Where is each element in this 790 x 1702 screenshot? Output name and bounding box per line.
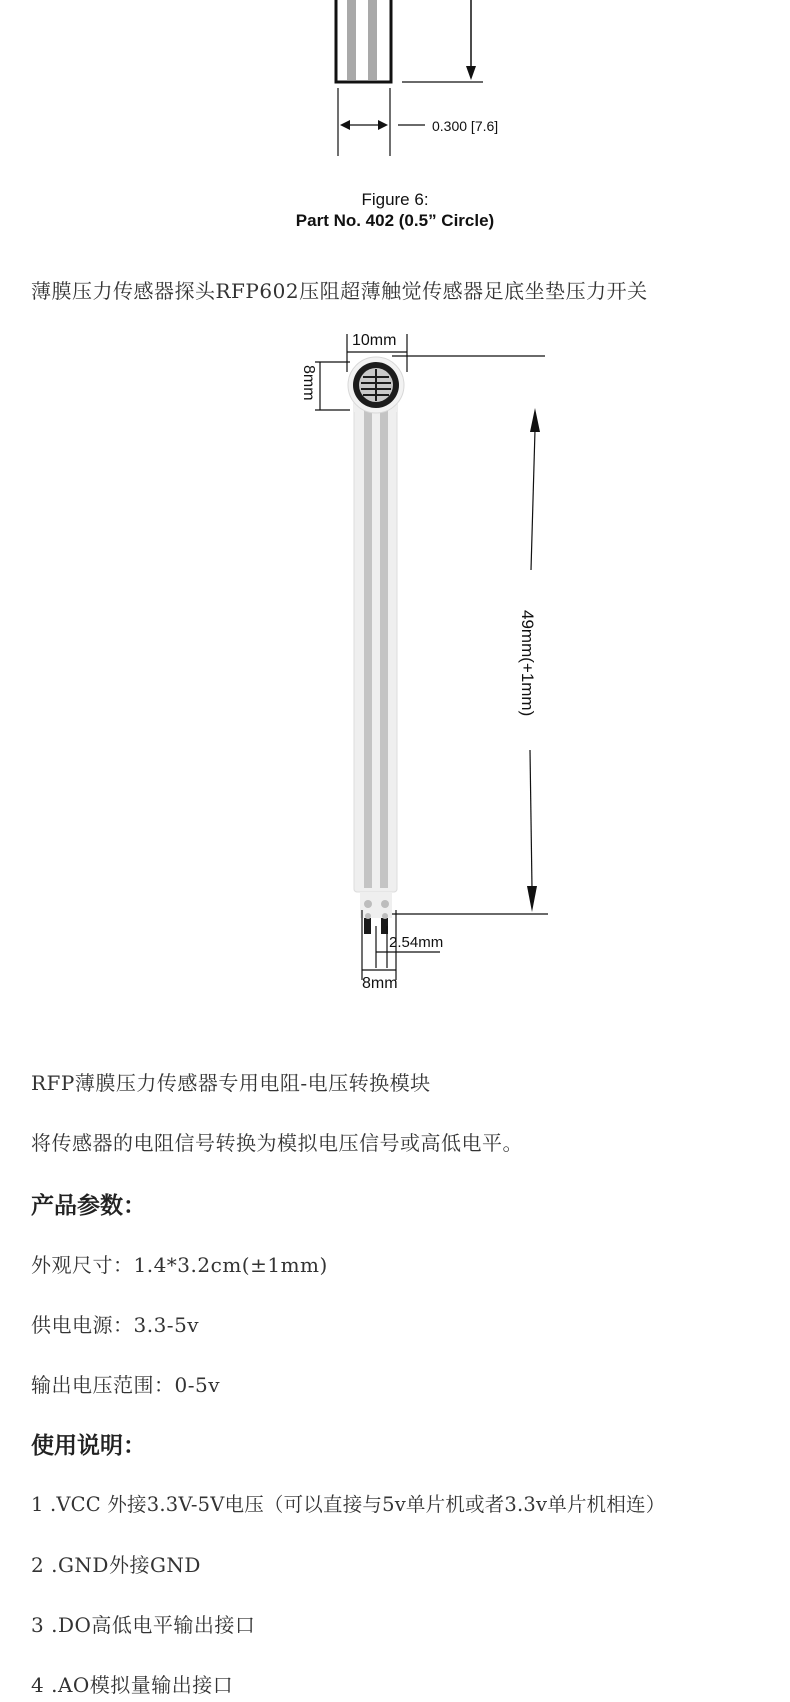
params-heading: 产品参数： — [31, 1192, 146, 1219]
sensor-height-label: 8mm — [300, 365, 317, 401]
param-power: 供电电源：3.3-5v — [31, 1313, 200, 1337]
module-title: RFP薄膜压力传感器专用电阻-电压转换模块 — [31, 1071, 431, 1095]
usage-item-gnd: 2 .GND外接GND — [31, 1553, 201, 1577]
param-size: 外观尺寸：1.4*3.2cm(±1mm) — [31, 1253, 328, 1277]
sensor-diagram — [0, 320, 790, 1040]
param-output: 输出电压范围：0-5v — [31, 1373, 221, 1397]
usage-heading: 使用说明： — [31, 1432, 146, 1459]
sensor-length-label: 49mm(+1mm) — [518, 610, 537, 717]
sensor-base-label: 8mm — [362, 975, 398, 992]
figure6-caption-number: Figure 6: — [361, 190, 429, 209]
usage-item-vcc: 1 .VCC 外接3.3V-5V电压（可以直接与5v单片机或者3.3v单片机相连） — [31, 1493, 666, 1516]
usage-item-do: 3 .DO高低电平输出接口 — [31, 1613, 256, 1637]
sensor-pitch-label: 2.54mm — [389, 934, 444, 951]
usage-item-ao: 4 .AO模拟量输出接口 — [31, 1673, 234, 1697]
figure6-caption-part: Part No. 402 (0.5” Circle) — [295, 211, 495, 230]
figure6-dimension-label: 0.300 [7.6] — [432, 118, 499, 134]
product-title: 薄膜压力传感器探头RFP602压阻超薄触觉传感器足底坐垫压力开关 — [31, 279, 648, 303]
module-description: 将传感器的电阻信号转换为模拟电压信号或高低电平。 — [31, 1131, 523, 1155]
figure6-drawing — [0, 0, 790, 175]
sensor-width-label: 10mm — [352, 332, 397, 349]
